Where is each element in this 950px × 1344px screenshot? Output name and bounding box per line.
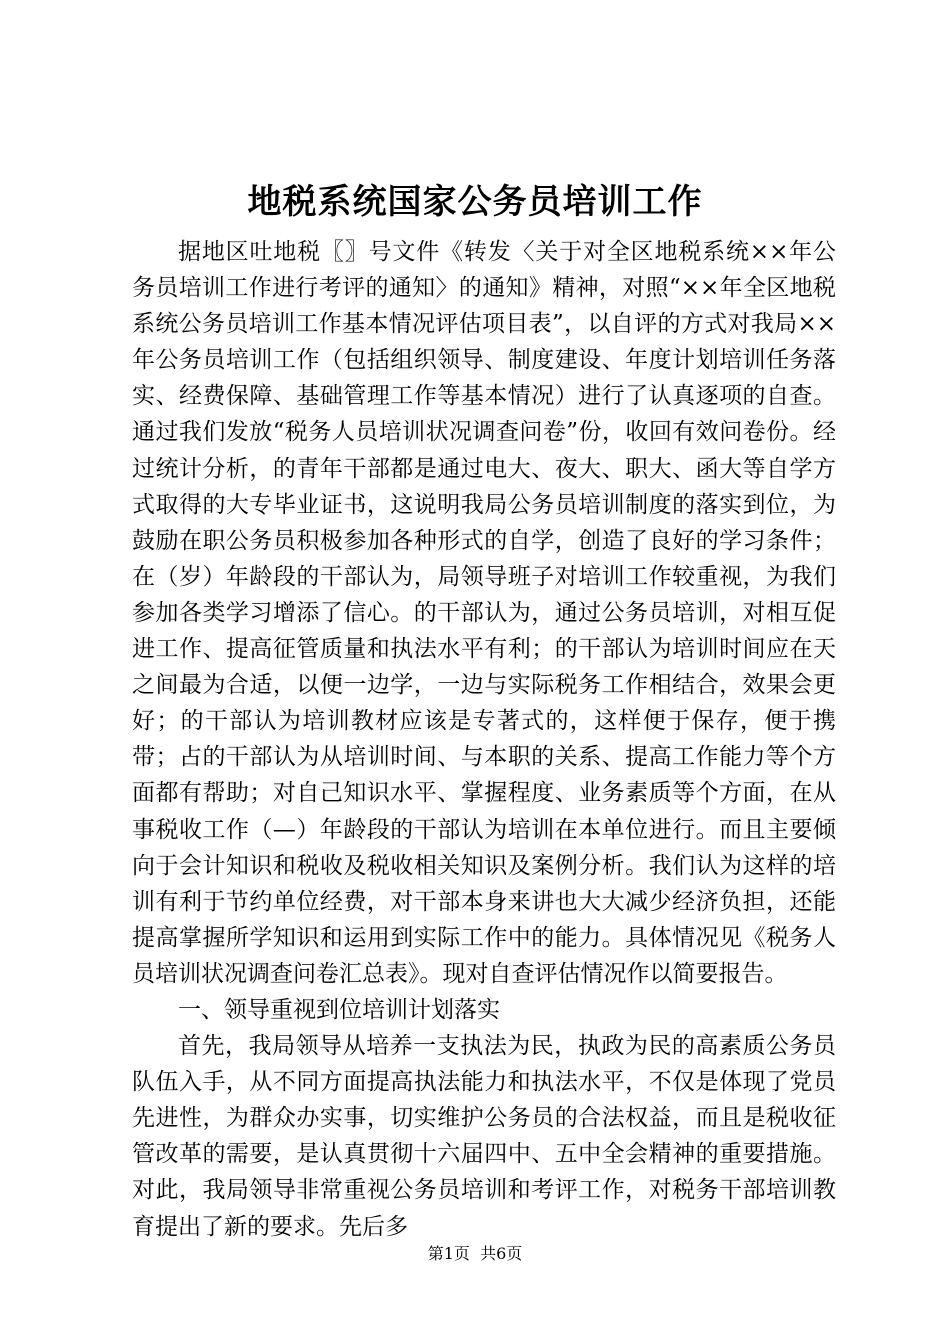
page-total: 共6页 [480, 1244, 523, 1263]
document-body [132, 234, 836, 1245]
page-number: 第1页 [427, 1244, 470, 1263]
document-title: 地税系统国家公务员培训工作 [247, 182, 703, 222]
section-heading-1: 一、领导重视到位培训计划落实 [178, 996, 500, 1023]
footer-spacer [470, 1244, 480, 1263]
page-footer [0, 1242, 950, 1266]
paragraph-section-1: 首先，我局领导从培养一支执法为民，执政为民的高素质公务员队伍入手，从不同方面提高执法能力和执法水平，不仅是体现了党员先进性，为群众办实事，切实维护公务员的合法权益，而且是税收征管改革的需要，是认真贯彻十六届四中、五中全会精神的重要措施。对此，我局领导非常重视公务员培训和考评工作，对税务干部培训教育提出了新的要求。先后多 [132, 1033, 836, 1240]
paragraph-intro: 据地区吐地税〖〗号文件《转发〈关于对全区地税系统××年公务员培训工作进行考评的通知〉的通知》精神，对照“××年全区地税系统公务员培训工作基本情况评估项目表”，以自评的方式对我局××年公务员培训工作（包括组织领导、制度建设、年度计划培训任务落实、经费保障、基础管理工作等基本情况）进行了认真逐项的自查。通过我们发放“税务人员培训状况调查问卷”份，收回有效问卷份。经过统计分析，的青年干部都是通过电大、夜大、职大、函大等自学方式取得的大专毕业证书，这说明我局公务员培训制度的落实到位，为鼓励在职公务员积极参加各种形式的自学，创造了良好的学习条件；在（岁）年龄段的干部认为，局领导班子对培训工作较重视，为我们参加各类学习增添了信心。的干部认为，通过公务员培训，对相互促进工作、提高征管质量和执法水平有利；的干部认为培训时间应在天之间最为合适，以便一边学，一边与实际税务工作相结合，效果会更好；的干部认为培训教材应该是专著式的，这样便于保存，便于携带；占的干部认为从培训时间、与本职的关系、提高工作能力等个方面都有帮助；对自己知识水平、掌握程度、业务素质等个方面，在从事税收工作（—）年龄段的干部认为培训在本单位进行。而且主要倾向于会计知识和税收及税收相关知识及案例分析。我们认为这样的培训有利于节约单位经费，对干部本身来讲也大大减少经济负担，还能提高掌握所学知识和运用到实际工作中的能力。具体情况见《税务人员培训状况调查问卷汇总表》。现对自查评估情况作以简要报告。 [132, 239, 836, 987]
